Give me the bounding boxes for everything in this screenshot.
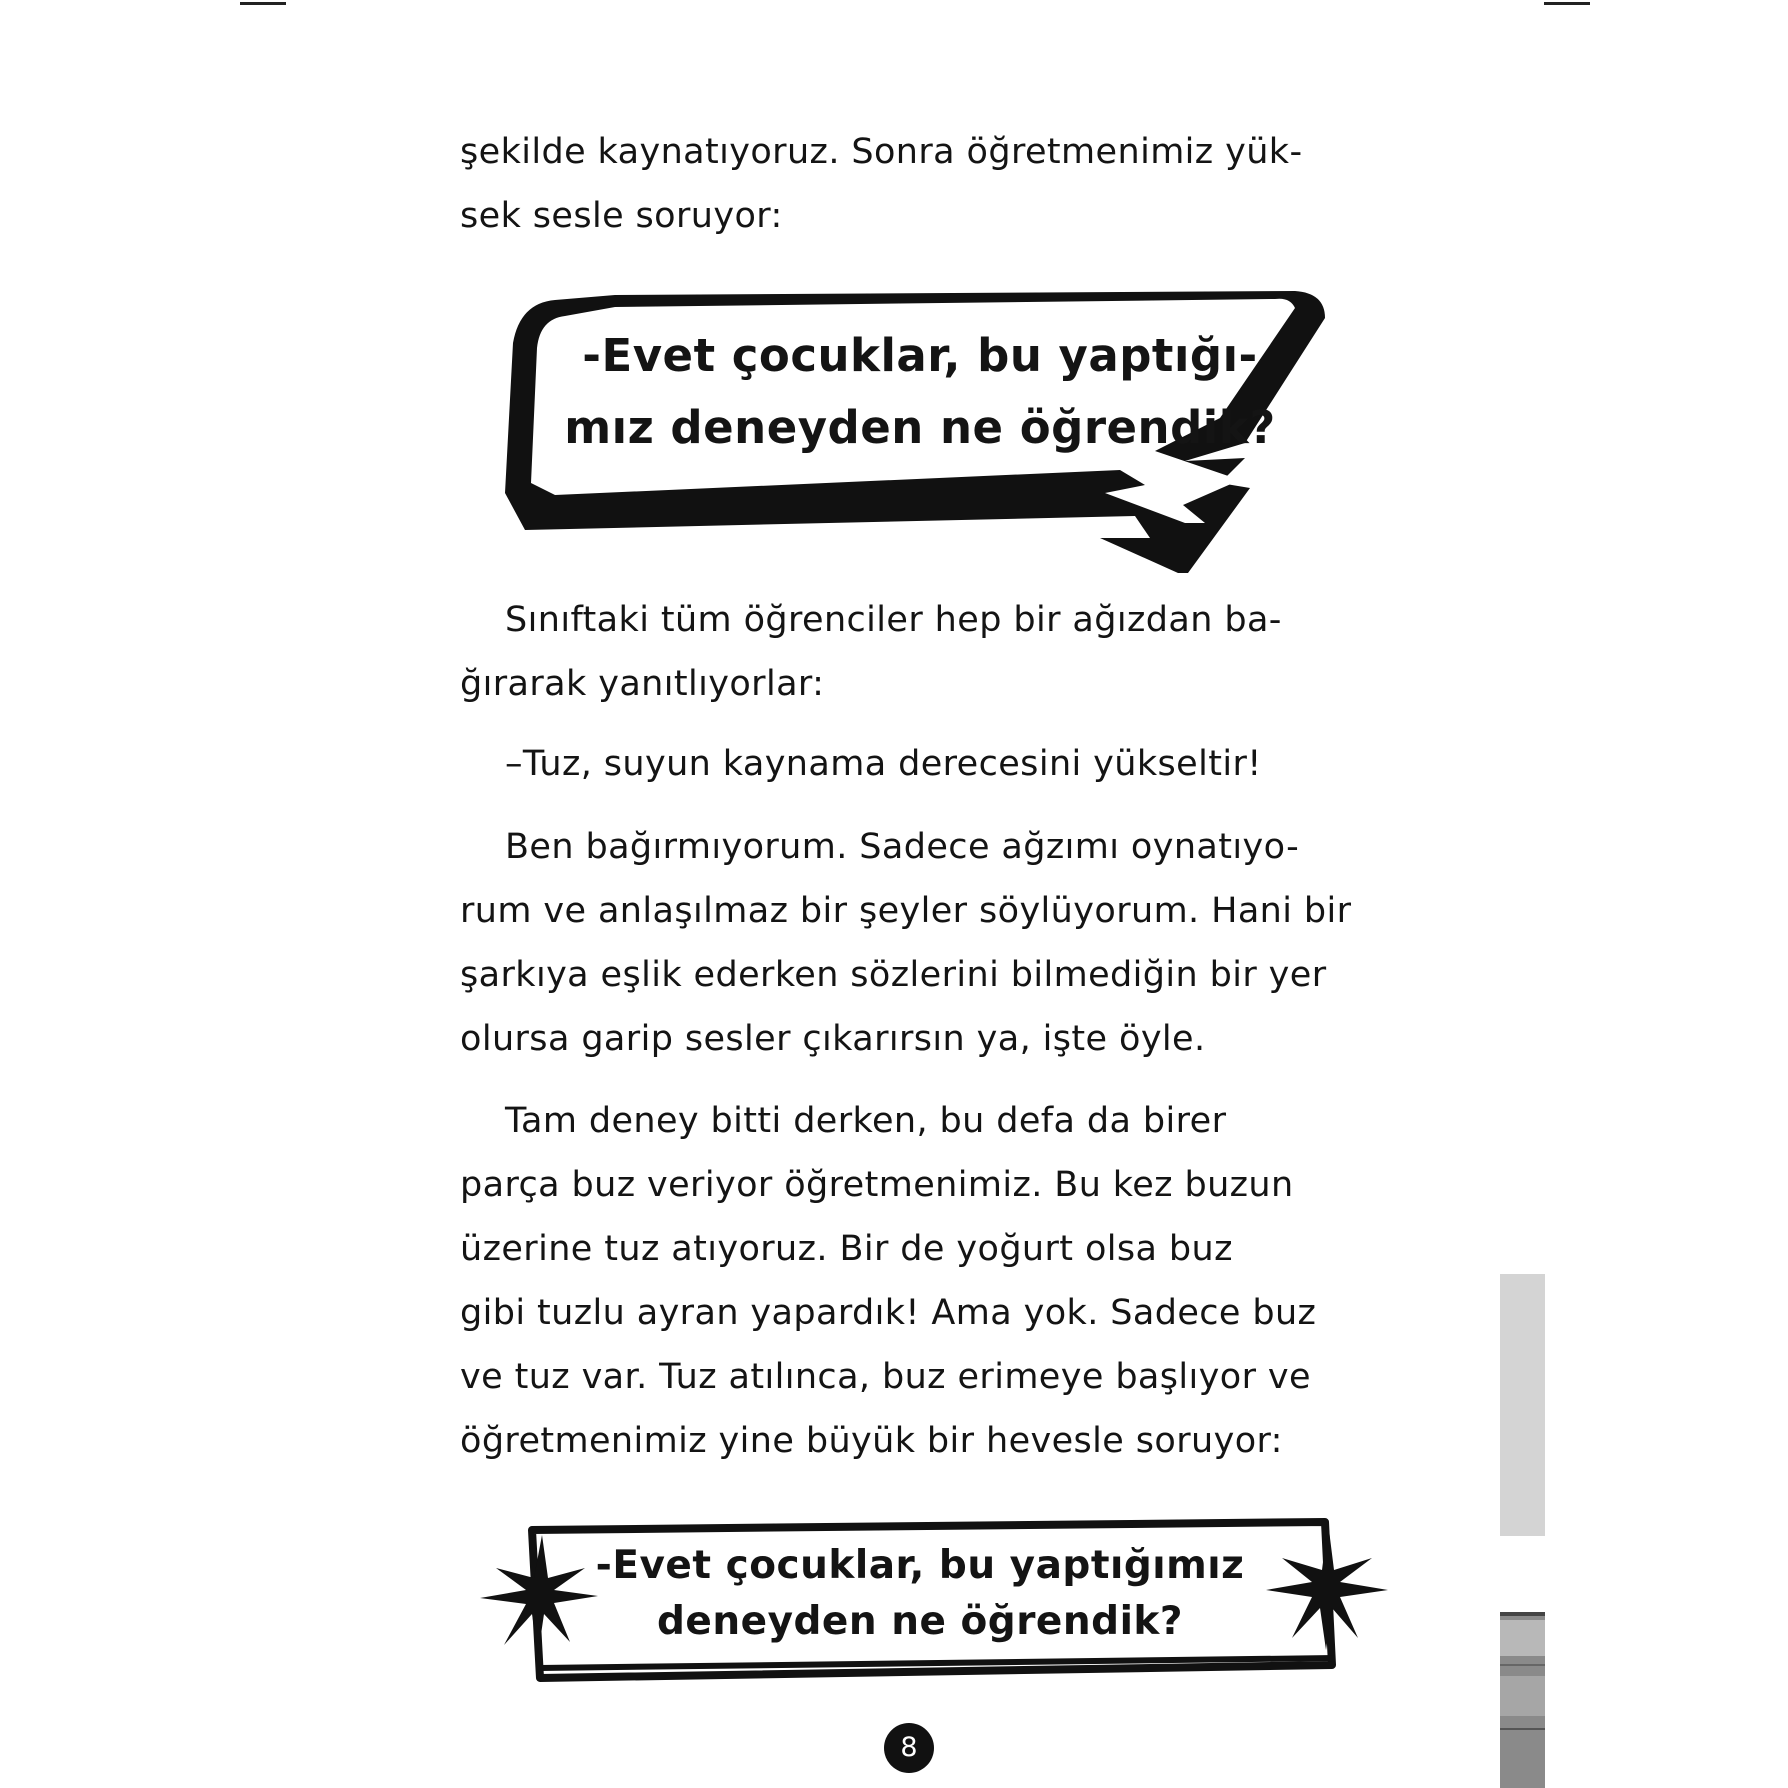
star-box-text — [580, 1538, 1260, 1650]
text-line: öğretmenimiz yine büyük bir hevesle soruyor: — [460, 1421, 1283, 1461]
text-line: deneyden ne öğrendik? — [656, 1599, 1183, 1644]
crop-mark-left — [240, 2, 286, 5]
text-line: olursa garip sesler çıkarırsın ya, işte öyle. — [460, 1019, 1206, 1059]
paragraph-5 — [460, 1089, 1356, 1473]
side-tab-lower — [1500, 1612, 1545, 1788]
text-line: şarkıya eşlik ederken sözlerini bilmediğin bir yer — [460, 955, 1327, 995]
page-number: 8 — [884, 1723, 934, 1773]
text-line: parça buz veriyor öğretmenimiz. Bu kez buzun — [460, 1165, 1294, 1205]
crop-mark-right — [1544, 2, 1590, 5]
text-line: sek sesle soruyor: — [460, 196, 783, 236]
text-line: üzerine tuz atıyoruz. Bir de yoğurt olsa buz — [460, 1229, 1233, 1269]
text-line: ve tuz var. Tuz atılınca, buz erimeye başlıyor ve — [460, 1357, 1311, 1397]
side-tab-upper — [1500, 1274, 1545, 1536]
text-line: ğırarak yanıtlıyorlar: — [460, 664, 825, 704]
text-line: rum ve anlaşılmaz bir şeyler söylüyorum. Hani bir — [460, 891, 1352, 931]
speech-bubble-text — [560, 320, 1280, 464]
text-line: Sınıftaki tüm öğrenciler hep bir ağızdan ba- — [505, 600, 1282, 640]
intro-paragraph — [460, 120, 1356, 248]
text-line: -Evet çocuklar, bu yaptığımız — [595, 1543, 1245, 1588]
text-line: Ben bağırmıyorum. Sadece ağzımı oynatıyo- — [505, 827, 1300, 867]
text-line: Tam deney bitti derken, bu defa da birer — [505, 1101, 1227, 1141]
text-line: şekilde kaynatıyoruz. Sonra öğretmenimiz yük- — [460, 132, 1303, 172]
answer-line — [460, 732, 1356, 796]
text-line: -Evet çocuklar, bu yaptığı- — [582, 329, 1258, 382]
star-right-icon — [1266, 1522, 1388, 1650]
paragraph-4 — [460, 815, 1356, 1071]
text-line: mız deneyden ne öğrendik? — [564, 401, 1276, 454]
text-line: –Tuz, suyun kaynama derecesini yükseltir! — [505, 744, 1262, 784]
text-line: gibi tuzlu ayran yapardık! Ama yok. Sadece buz — [460, 1293, 1317, 1333]
paragraph-2 — [460, 588, 1356, 716]
